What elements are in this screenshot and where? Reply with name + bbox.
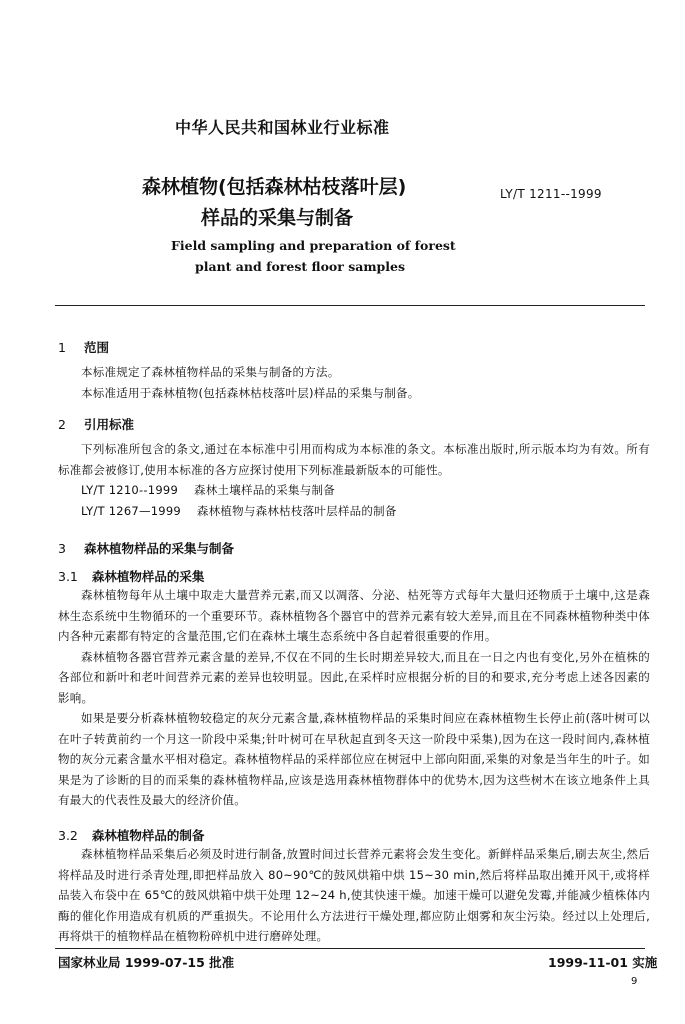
- section-3-1-body: [58, 585, 650, 811]
- reference-2: [58, 501, 650, 522]
- reference-code: LY/T 1210--1999: [81, 483, 179, 497]
- section-2-heading: [58, 415, 134, 433]
- section-number: 3.1: [58, 569, 78, 584]
- title-en-line2: plant and forest floor samples: [195, 259, 406, 274]
- reference-title: 森林植物与森林枯枝落叶层样品的制备: [196, 503, 397, 518]
- org-title: 中华人民共和国林业行业标准: [175, 118, 390, 137]
- section-number: 3: [58, 541, 66, 556]
- paragraph: 如果是要分析森林植物较稳定的灰分元素含量,森林植物样品的采集时间应在森林植物生长停止前(落叶树可以在叶子转黄前约一个月这一阶段中采集;针叶树可在早秋起直到冬天这一阶段中采集),因为在这一段时间内,森林植物的灰分元素含量水平相对稳定。森林植物样品的采样部位应在树冠中上部向阳面,采集的对象是当年生的叶子。如果是为了诊断的目的而采集的森林植物样品,应该是选用森林植物群体中的优势木,因为这些树木在该立地条件上具有最大的代表性及最大的经济价值。: [58, 711, 650, 807]
- paragraph: 本标准规定了森林植物样品的采集与制备的方法。: [81, 365, 340, 379]
- paragraph: 森林植物各器官营养元素含量的差异,不仅在不同的生长时期差异较大,而且在一日之内也有变化,另外在植株的各部位和新叶和老叶间营养元素的差异也较明显。因此,在采样时应根据分析的目的和要求,充分考虑上述各因素的影响。: [58, 649, 650, 705]
- reference-code: LY/T 1267—1999: [81, 503, 181, 518]
- reference-title: 森林土壤样品的采集与制备: [193, 483, 335, 497]
- section-number: 1: [58, 340, 66, 355]
- section-1-body: [58, 362, 650, 403]
- header-divider: [55, 305, 645, 306]
- implementation-date: 1999-11-01 实施: [548, 955, 658, 970]
- standard-number: LY/T 1211--1999: [500, 187, 602, 201]
- section-3-1-heading: [58, 567, 204, 585]
- section-title: 森林植物样品的采集: [91, 569, 205, 584]
- reference-1: [58, 480, 650, 501]
- paragraph: 本标准适用于森林植物(包括森林枯枝落叶层)样品的采集与制备。: [81, 385, 420, 400]
- section-title: 范围: [83, 340, 109, 355]
- section-3-2-heading: [58, 826, 204, 844]
- section-3-heading: [58, 539, 234, 557]
- approval-date: 国家林业局 1999-07-15 批准: [58, 955, 235, 970]
- footer-divider: [55, 948, 645, 949]
- title-cn-line2: 样品的采集与制备: [201, 207, 354, 229]
- section-3-2-body: [58, 844, 650, 947]
- section-number: 2: [58, 417, 66, 432]
- paragraph: 森林植物每年从土壤中取走大量营养元素,而又以凋落、分泌、枯死等方式每年大量归还物质于土壤中,这是森林生态系统中生物循环的一个重要环节。森林植物各个器官中的营养元素有较大差异,而且在不同森林植物种类中体内各种元素都有特定的含量范围,它们在森林土壤生态系统中各自起着很重要的作用。: [58, 588, 650, 643]
- section-title: 引用标准: [83, 417, 134, 432]
- paragraph: 森林植物样品采集后必须及时进行制备,放置时间过长营养元素将会发生变化。新鲜样品采集后,刷去灰尘,然后将样品及时进行杀青处理,即把样品放入 80~90℃的鼓风烘箱中烘 15~30 min,然后将样品取出摊开风干,或将样品装入布袋中在 65℃的鼓风烘箱中烘干处理 12~24 h,使其快速干燥。加速干燥可以避免发霉,并能减少植株体内酶的催化作用造成有机质的严重损失。不论用什么方法进行干燥处理,都应防止烟雾和灰尘污染。经过以上处理后,再将烘干的植物样品在植物粉碎机中进行磨碎处理。: [58, 847, 650, 943]
- section-title: 森林植物样品的制备: [91, 828, 205, 843]
- title-en-line1: Field sampling and preparation of forest: [171, 238, 456, 253]
- section-number: 3.2: [58, 828, 78, 843]
- title-cn-line1: 森林植物(包括森林枯枝落叶层): [142, 176, 407, 198]
- section-1-heading: [58, 338, 109, 356]
- paragraph: 下列标准所包含的条文,通过在本标准中引用而构成为本标准的条文。本标准出版时,所示版本均为有效。所有标准都会被修订,使用本标准的各方应探讨使用下列标准最新版本的可能性。: [58, 442, 650, 477]
- section-title: 森林植物样品的采集与制备: [83, 541, 234, 556]
- section-2-body: [58, 439, 650, 521]
- page-number: 9: [631, 976, 638, 987]
